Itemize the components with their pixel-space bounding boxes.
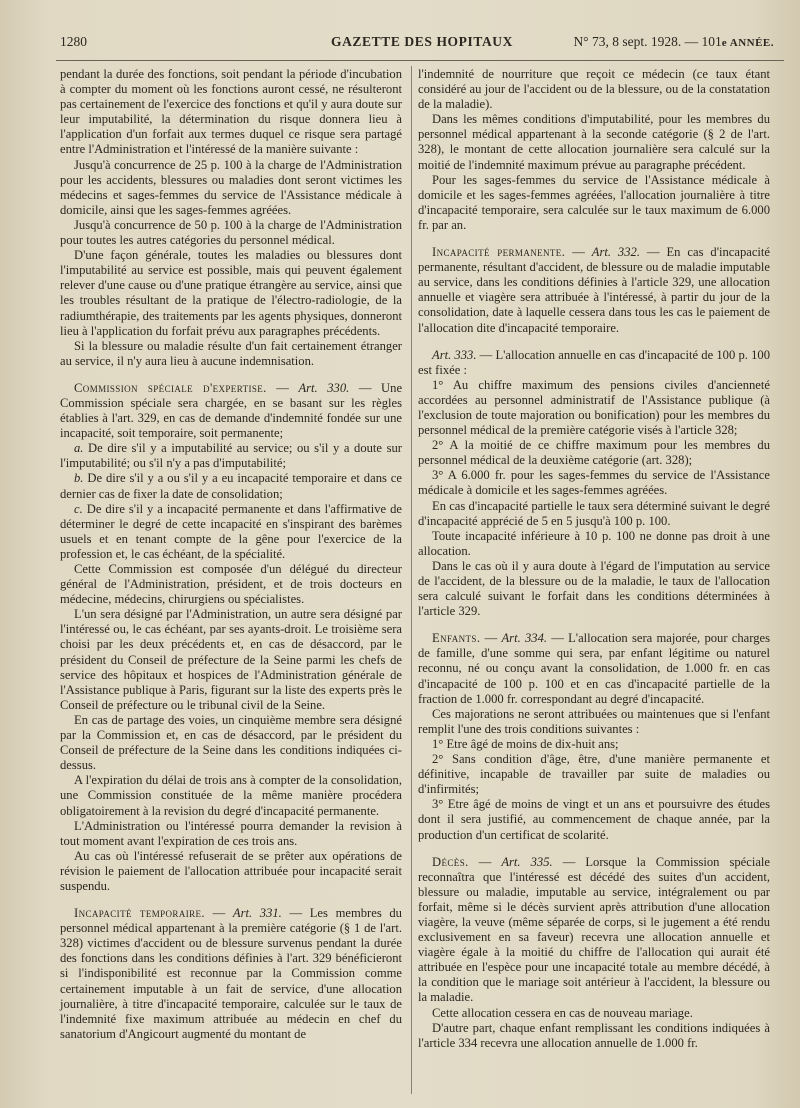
section-heading: Commission spéciale d'expertise. (74, 380, 267, 395)
left-column (60, 67, 402, 1042)
list-item (60, 441, 402, 471)
article-text: L'allocation annuelle en cas d'incapacité de 100 p. 100 est fixée : (418, 347, 770, 377)
year-label: 101 (701, 34, 722, 49)
paragraph: Cette Commission est composée d'un délégué du directeur général de l'Administration, président, et de trois docteurs en médecine, médecins, chirurgiens ou spécialistes. (60, 562, 402, 607)
article-text: Lorsque la Commission spéciale reconnaîtra que l'intéressé est décédé des suites d'un accident, blessure ou maladie, imputable au service, intégralement ou par forfait, même si le décès survient après attribution d'une allocation viagère, la veuve (même séparée de corps, si le jugement a été rendu exclusivement en sa faveur) recevra une allocation annuelle et viagère égale à la moitié du chiffre de l'allocation qui aurait été attribuée en l'espèce pour une incapacité totale au membre décédé, à la condition que le mariage soit antérieur à l'accident, la blessure ou la maladie. (418, 854, 771, 1005)
page-number: 1280 (60, 34, 87, 49)
article-text: En cas d'incapacité permanente, résultant d'accident, de blessure ou de maladie imputable au service, dans les conditions définies à l'article 329, une allocation annuelle et viagère sera attribuée à l'intéressé, à partir du jour de la consolidation, date à laquelle cessera dans tous les cas le paiement de l'allocation dite d'incapacité temporaire. (418, 245, 771, 335)
paragraph: D'une façon générale, toutes les maladies ou blessures dont l'imputabilité au service est possible, mais qui peuvent également relever d'une cause ou d'une pratique étrangère au service, ainsi que les troubles résultant de la pratique de l'électro-radiologie, de la radiumthérapie, des traitements par les agents physiques, donneront lieu à l'application du forfait prévu aux paragraphes précédents. (60, 248, 402, 338)
list-item: 1° Etre âgé de moins de dix-huit ans; (432, 736, 619, 751)
paragraph: Cette allocation cessera en cas de nouveau mariage. (432, 1005, 693, 1020)
list-item (60, 502, 402, 562)
journal-title: GAZETTE DES HOPITAUX (330, 34, 514, 49)
right-column (418, 67, 770, 1051)
paragraph: A l'expiration du délai de trois ans à compter de la consolidation, une Commission constituée de la même manière procédera obligatoirement à la revision du degré d'incapacité permanente. (60, 773, 402, 818)
article-text: Les membres du personnel médical appartenant à la première catégorie (§ 1 de l'art. 328) victimes d'accident ou de blessure survenus pendant la durée des fonctions dans les conditions définies à l'art. 329 bénéficieront si l'indisponibilité est reconnue par la Commission comme certainement imputable à un fait de service, d'une allocation journalière, à titre d'incapacité temporaire, calculée sur le taux de l'indemnité fixe maximum attribuée au médecin en chef du sanatorium d'Angicourt augmenté du montant de (60, 906, 402, 1041)
header-rule (56, 60, 784, 61)
item-letter: a. (74, 441, 84, 456)
article-text: Une Commission spéciale sera chargée, en se basant sur les règles établies à l'art. 329, en cas de demande d'indemnité fondée sur une incapacité, soit temporaire, soit permanente; (60, 380, 403, 441)
paragraph: Pour les sages-femmes du service de l'Assistance médicale à domicile et les sages-femmes agréées, l'allocation journalière à titre d'incapacité temporaire, sera calculée sur le taux maximum de 6.000 fr. par an. (418, 172, 770, 232)
item-letter: c. (74, 501, 83, 516)
paragraph: Jusqu'à concurrence de 50 p. 100 à la charge de l'Administration pour toutes les autres catégories du personnel médical. (60, 217, 402, 248)
article-ref: Art. 333. (432, 347, 477, 362)
article-ref: Art. 331. (232, 906, 282, 921)
article-331: Incapacité temporaire. — Art. 331. — Les membres du personnel médical appartenant à la première catégorie (§ 1 de l'art. 328) victimes d'accident ou de blessure survenus pendant la durée des fonctions dans les conditions définies à l'art. 329 bénéficieront si l'indisponibilité est reconnue par la Commission comme certainement imputable à un fait de service, d'une allocation journalière, à titre d'incapacité temporaire, calculée sur le taux de l'indemnité fixe maximum attribuée au médecin en chef du sanatorium d'Angicourt augmenté du montant de (60, 906, 402, 1041)
article-ref: Art. 334. (501, 631, 548, 646)
article-334: Enfants. — Art. 334. — L'allocation sera majorée, pour charges de famille, d'une somme qui sera, par enfant légitime ou naturel reconnu, né ou conçu avant la consolidation, de 1.000 fr. en cas d'incapacité de 100 p. 100 et en cas d'incapacité partielle de la fraction de 1.000 fr. correspondant au degré d'incapacité. (418, 631, 771, 706)
paragraph: L'Administration ou l'intéressé pourra demander la revision à tout moment avant l'expiration de ces trois ans. (60, 818, 402, 848)
list-item: 3° Etre âgé de moins de vingt et un ans et poursuivre des études dont il sera justifié, au commencement de chaque année, par la production d'un certificat de scolarité. (418, 797, 770, 842)
article-text: L'allocation sera majorée, pour charges de famille, d'une somme qui sera, par enfant légitime ou naturel reconnu, né ou conçu avant la consolidation, de 1.000 fr. en cas d'incapacité de 100 p. 100 et en cas d'incapacité partielle de la fraction de 1.000 fr. correspondant au degré d'incapacité. (418, 631, 771, 706)
article-ref: Art. 335. (501, 854, 553, 869)
list-item: 2° Sans condition d'âge, être, d'une manière permanente et définitive, incapable de travailler par suite de maladies ou d'infirmités; (418, 752, 770, 797)
issue-info (573, 34, 774, 50)
list-item: 2° A la moitié de ce chiffre maximum pour les membres du personnel médical de la deuxième catégorie (art. 328); (418, 438, 770, 468)
article-ref: Art. 332. (591, 245, 640, 260)
paragraph: D'autre part, chaque enfant remplissant les conditions indiquées à l'article 334 recevra une allocation annuelle de 1.000 fr. (418, 1020, 770, 1050)
section-heading: Enfants. (432, 631, 481, 646)
section-heading: Incapacité permanente. (432, 245, 566, 260)
list-item (60, 471, 402, 501)
article-335: Décès. — Art. 335. — Lorsque la Commission spéciale reconnaîtra que l'intéressé est décédé des suites d'un accident, blessure ou maladie, imputable au service, intégralement ou par forfait, même si le décès survient après attribution d'une allocation viagère, la veuve (même séparée de corps, si le jugement a été rendu exclusivement en sa faveur) recevra une allocation annuelle et viagère égale à la moitié du chiffre de l'allocation qui aurait été attribuée en l'espèce pour une incapacité totale au membre décédé, à la condition que le mariage soit antérieur à l'accident, la blessure ou la maladie. (418, 854, 771, 1005)
paragraph: En cas d'incapacité partielle le taux sera déterminé suivant le degré d'incapacité apprécié de 5 en 5 jusqu'à 100 p. 100. (418, 498, 770, 528)
paragraph: Jusqu'à concurrence de 25 p. 100 à la charge de l'Administration pour les accidents, blessures ou maladies dont seront victimes les médecins et sages-femmes du service de l'Assistance médicale à domicile, ainsi que les sages-femmes agréées. (60, 157, 402, 217)
paragraph: Si la blessure ou maladie résulte d'un fait certainement étranger au service, il n'y aura lieu à aucune indemnisation. (60, 338, 402, 368)
item-text: De dire s'il y a incapacité permanente et dans l'affirmative de déterminer le degré de cette incapacité en s'inspirant des barèmes usuels et en tenant compte de la gêne pour l'exercice de la profession et, le cas échéant, de la spécialité. (60, 501, 402, 561)
article-332: Incapacité permanente. — Art. 332. — En cas d'incapacité permanente, résultant d'accident, de blessure ou de maladie imputable au service, dans les conditions définies à l'article 329, une allocation annuelle et viagère sera attribuée à l'intéressé, à partir du jour de la consolidation, date à laquelle cessera dans tous les cas le paiement de l'allocation dite d'incapacité temporaire. (418, 245, 771, 335)
paragraph: En cas de partage des voies, un cinquième membre sera désigné par la Commission et, en cas de désaccord, par le président du Conseil de préfecture de la Seine dans les conditions indiquées ci-dessus. (60, 712, 402, 773)
list-item: 1° Au chiffre maximum des pensions civiles d'ancienneté accordées au personnel administratif de l'Assistance publique (à l'exclusion de toute majoration ou bonification) pour les membres du personnel médical de la première catégorie visés à l'article 328; (418, 377, 770, 438)
section-heading: Incapacité temporaire. (74, 906, 205, 921)
item-text: De dire s'il y a ou s'il y a eu incapacité temporaire et dans ce dernier cas de fixer la date de consolidation; (60, 471, 402, 501)
issue-number: N° 73, 8 sept. 1928. — (573, 34, 702, 49)
section-heading: Décès. (432, 854, 469, 869)
paragraph: L'un sera désigné par l'Administration, un autre sera désigné par l'intéressé ou, le cas échéant, par ses ayants-droit. Le troisième sera choisi par les deux précédents et, en cas de désaccord, par le président du Conseil de préfecture de la Seine parmi les chefs de service des hôpitaux et hospices de l'Administration générale de l'Assistance publique à Paris, figurant sur la liste des experts près le Conseil de préfecture ou le tribunal civil de la Seine. (60, 607, 402, 712)
item-text: De dire s'il y a imputabilité au service; ou s'il y a doute sur l'imputabilité; ou s'il n'y a pas d'imputabilité; (60, 441, 402, 471)
page-header (60, 34, 784, 56)
column-divider (411, 66, 412, 1094)
item-letter: b. (74, 471, 84, 486)
paragraph: Dans les mêmes conditions d'imputabilité, pour les membres du personnel médical appartenant à la seconde catégorie (§ 2 de l'art. 328), le montant de cette allocation journalière sera calculé sur la moitié de l'indemnité maximum prévue au paragraphe précédent. (418, 112, 770, 172)
list-item: 3° A 6.000 fr. pour les sages-femmes du service de l'Assistance médicale à domicile et les sages-femmes agréées. (418, 468, 770, 498)
paragraph: Dans le cas où il y aura doute à l'égard de l'imputation au service de l'accident, de la blessure ou de la maladie, le taux de l'allocation sera calculé suivant le forfait dans les conditions déterminées à l'article 329. (418, 558, 770, 619)
article-333: Art. 333. — L'allocation annuelle en cas d'incapacité de 100 p. 100 est fixée : (418, 347, 770, 377)
paragraph: l'indemnité de nourriture que reçoit ce médecin (ce taux étant considéré au jour de l'accident ou de la blessure, ou de la constatation de la maladie). (418, 67, 770, 112)
paragraph: Ces majorations ne seront attribuées ou maintenues que si l'enfant remplit l'une des trois conditions suivantes : (418, 706, 770, 736)
article-330: Commission spéciale d'expertise. — Art. 330. — Une Commission spéciale sera chargée, en se basant sur les règles établies à l'art. 329, en cas de demande d'indemnité fondée sur une incapacité, soit temporaire, soit permanente; (60, 380, 403, 441)
paragraph: Au cas où l'intéressé refuserait de se prêter aux opérations de révision le paiement de l'allocation attribuée pour incapacité serait suspendu. (60, 848, 402, 893)
year-suffix: e ANNÉE. (721, 37, 774, 49)
paragraph: Toute incapacité inférieure à 10 p. 100 ne donne pas droit à une allocation. (418, 528, 770, 558)
paragraph: pendant la durée des fonctions, soit pendant la période d'incubation à compter du moment où les fonctions auront cessé, ne résulteront pas certainement de l'exercice des fonctions et qu'il y aura doute sur leur imputabilité, la détermination du risque donnera lieu à l'application d'un forfait aux termes duquel ce risque sera partagé entre l'Administration et l'intéressé de la manière suivante : (60, 67, 402, 157)
article-ref: Art. 330. (298, 380, 350, 395)
